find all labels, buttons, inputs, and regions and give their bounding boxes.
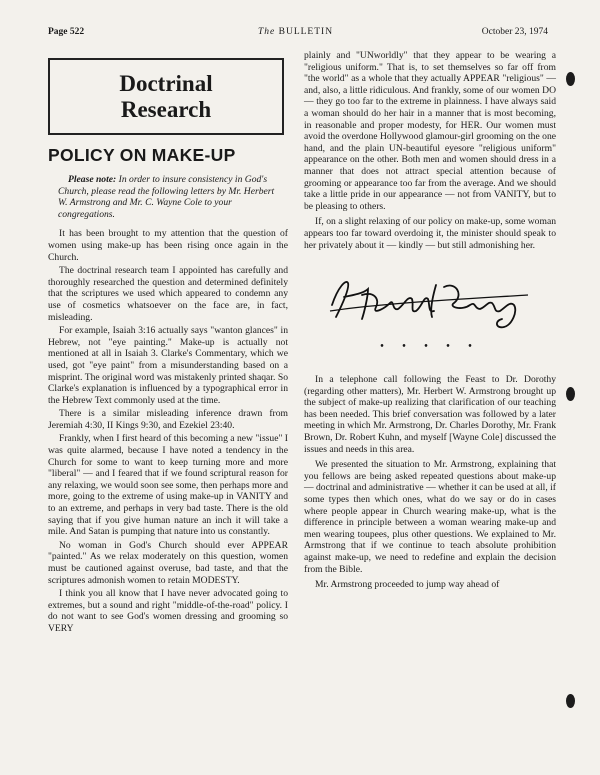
- section-title-line: Research: [120, 96, 212, 122]
- article-headline: POLICY ON MAKE-UP: [48, 145, 236, 165]
- section-title-box: [48, 58, 284, 135]
- page-number: Page 522: [48, 27, 85, 37]
- left-column: [48, 58, 288, 637]
- section-separator: • • • • •: [380, 341, 480, 353]
- section-title-line: Doctrinal: [119, 70, 213, 96]
- body-paragraph: If, on a slight relaxing of our policy on make-up, some woman appears too far toward overdoing it, the minister should speak to her privately about it — kindly — but still admonishing her.: [304, 216, 556, 251]
- body-paragraph: I think you all know that I have never advocated going to extremes, but a sound and right "middle-of-the-road" policy. I do not want to see God's women dressing and grooming so VERY: [48, 588, 288, 634]
- body-paragraph: The doctrinal research team I appointed has carefully and thoroughly researched the question and determined definitely that the scriptures we used which appeared to condemn any use of cosmetics whatsoever on the face are, in fact, misleading.: [48, 265, 288, 323]
- page-header: [48, 27, 548, 41]
- binder-hole: [566, 72, 575, 86]
- note-lead: Please note:: [68, 174, 117, 185]
- body-paragraph: It has been brought to my attention that the question of women using make-up has been rising once again in the Church.: [48, 228, 288, 263]
- binder-hole: [566, 387, 575, 401]
- editor-note: [58, 174, 280, 220]
- note-text: In order to insure consistency in God's Church, please read the following letters by Mr. Herbert W. Armstrong and Mr. C. Wayne Cole to your congregations.: [58, 174, 275, 220]
- right-column: [304, 50, 556, 595]
- body-paragraph: There is a similar misleading inference drawn from Jeremiah 4:30, II Kings 9:30, and Ezekiel 23:40.: [48, 408, 288, 431]
- binder-hole: [566, 694, 575, 708]
- issue-date: October 23, 1974: [481, 27, 548, 37]
- body-paragraph: No woman in God's Church should ever APPEAR "painted." As we relax moderately on this question, women must be cautioned against overuse, bad taste, and that the scriptures admonish women to retain MODESTY.: [48, 539, 288, 586]
- publication-name: The BULLETIN: [258, 27, 334, 37]
- body-paragraph: Mr. Armstrong proceeded to jump way ahead of: [315, 579, 500, 591]
- handwritten-signature: [324, 265, 534, 335]
- body-paragraph: For example, Isaiah 3:16 actually says "wanton glances" in Hebrew, not "eye painting." Make-up is actually not mentioned at all in Isaiah 3. Clarke's Commentary, which we used, got "eye paint" from a misunderstanding based on a misprint. The original word was mistakenly printed shaqar. So Clarke's explanation is influenced by a typographical error in the Hebrew Text commonly used at the time.: [48, 325, 288, 406]
- body-paragraph: In a telephone call following the Feast to Dr. Dorothy (regarding other matters), Mr. Herbert W. Armstrong brought up the subject of make-up realizing that clarification of our teaching has been needed. This brief conversation was followed by a later meeting in which Mr. Armstrong, Dr. Charles Dorothy, Mr. Frank Brown, Dr. Robert Kuhn, and myself [Wayne Cole] discussed the issues and needs in this area.: [304, 374, 556, 455]
- body-paragraph: Frankly, when I first heard of this becoming a new "issue" I was quite alarmed, because I have noted a tendency in the Church for some to want to keep turning more and more "liberal" — and I feared that if we found scriptural reason for any relaxing, we would soon see some, then perhaps more and more, going to the extreme of using make-up in VANITY and to an extreme, and perhaps in very bad taste. There is the old saying that if you give human nature an inch it will take a mile. And Satan is pumping that nature into us constantly.: [48, 433, 288, 538]
- body-paragraph: We presented the situation to Mr. Armstrong, explaining that you fellows are being asked repeated questions about make-up — doctrinal and administrative — whether it can be used at all, if some types then which ones, what do we say or do in cases where people appear in Church wearing make-up, what is the difference in principle between a woman wearing make-up and men wearing toupees, plus other questions. We explained to Mr. Armstrong that if we continue to teach absolute prohibition against make-up, we need to redefine and explain the decision from the Bible.: [304, 459, 556, 575]
- body-paragraph: plainly and "UNworldly" that they appear to be wearing a "religious uniform." That is, to set themselves so far off from "the world" as a whole that they actually APPEAR "religious" — and, also, a little ridiculous. And frankly, some of our women DO — they go too far to the extreme in plainness. I have always said a woman should do her hair in a manner that is most becoming, in reasonable and proper modesty, for HER. Our women must avoid the overdone Hollywood glamour-girl grooming on the one hand, and the plain UN-beautiful eyesore "religious uniform" appearance on the other. Both men and women should dress in a manner that does not attract special attention because of grooming or appearance too far from the average. And we should take a little pride in our appearance — not from VANITY, but to be pleasing to others.: [304, 50, 556, 212]
